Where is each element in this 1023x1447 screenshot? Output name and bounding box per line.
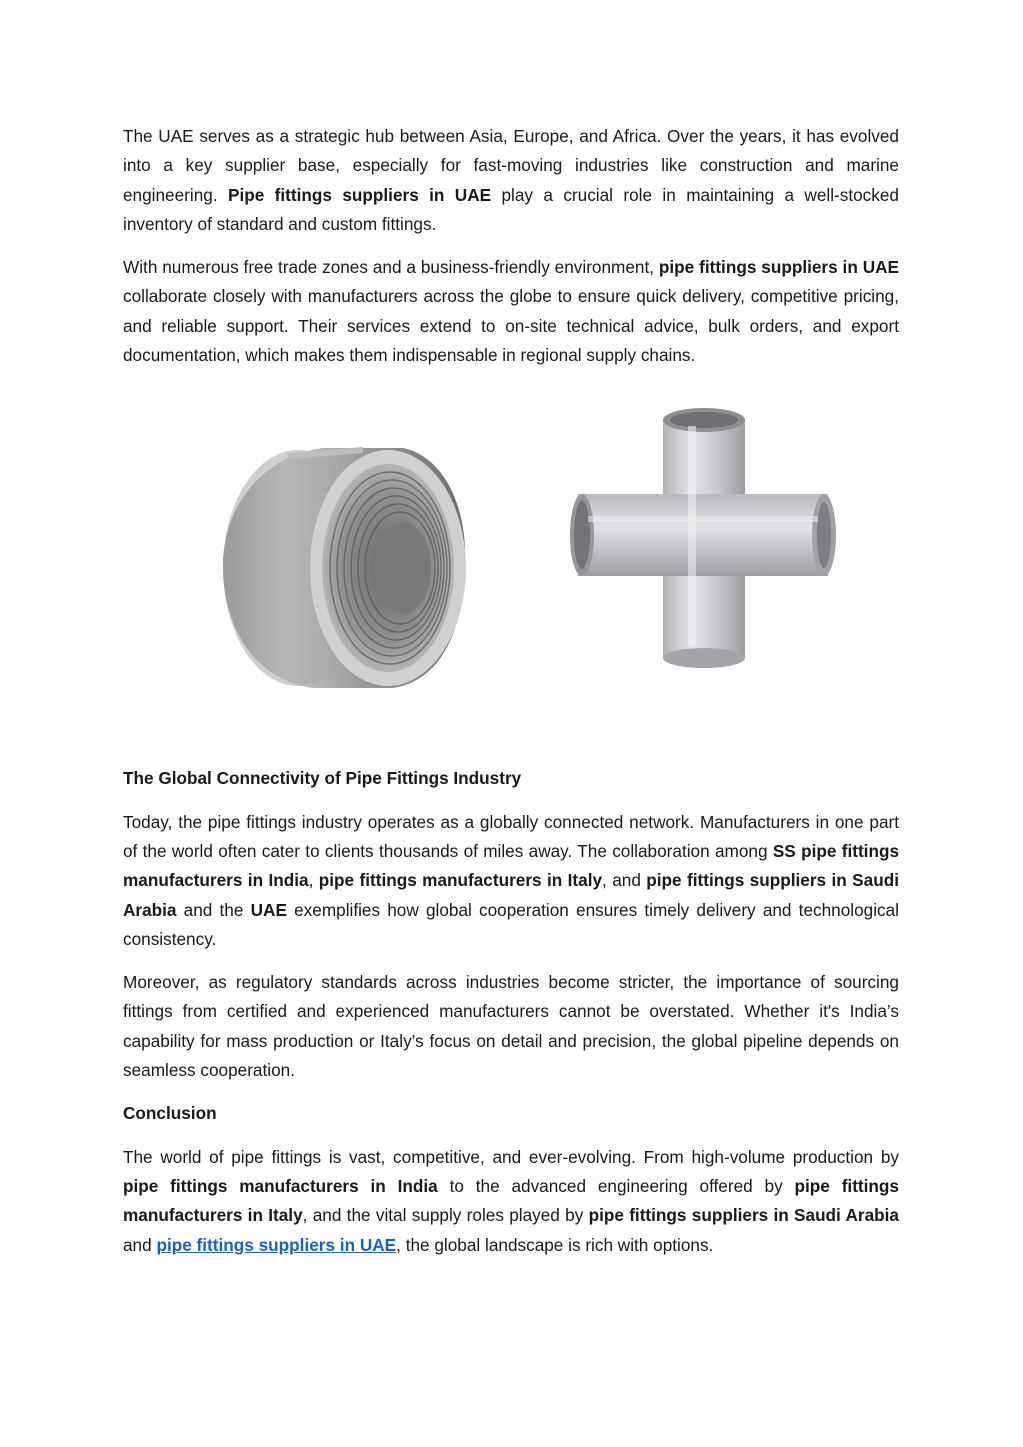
bold-text: UAE [250, 899, 287, 920]
bold-text: pipe fittings manufacturers in Italy [123, 1175, 899, 1226]
pipe-cross-image [568, 406, 838, 671]
pipe-end-cap-image [203, 426, 473, 696]
bold-text: SS pipe fittings manufacturers in India [123, 840, 900, 891]
bold-text: pipe fittings manufacturers in Italy [318, 870, 603, 891]
text-span: With numerous free trade zones and a business-friendly environment, [123, 257, 659, 278]
text-span: Today, the pipe fittings industry operates as a globally connected network. Manufacturers in one part of the world often cater to clients thousands of miles away. The collaboration among [123, 811, 899, 861]
text-span: The world of pipe fittings is vast, competitive, and ever-evolving. From high-volume production by [123, 1146, 899, 1167]
intro-paragraph-1 [123, 122, 899, 239]
section-heading-conclusion: Conclusion [123, 1103, 217, 1124]
text-span: The UAE serves as a strategic hub between Asia, Europe, and Africa. Over the years, it has evolved into a key supplier base, especially for fast-moving industries like construction and marine engineering. [123, 126, 899, 205]
text-span: and the [176, 899, 251, 920]
intro-paragraph-2 [123, 253, 899, 370]
text-span: , and [602, 870, 647, 891]
uae-suppliers-link[interactable]: pipe fittings suppliers in UAE [156, 1234, 397, 1255]
section1-paragraph-1 [123, 808, 899, 954]
document-page [123, 122, 899, 1274]
text-span: , [308, 870, 319, 891]
section1-paragraph-2: Moreover, as regulatory standards across industries become stricter, the importance of sourcing fittings from certified and experienced manufacturers cannot be overstated. Whether it's India’s capability for mass production or Italy’s focus on detail and precision, the global pipeline depends on seamless cooperation. [123, 972, 899, 1081]
text-span: exemplifies how global cooperation ensures timely delivery and technological consistency. [123, 899, 900, 949]
text-span: collaborate closely with manufacturers across the globe to ensure quick delivery, competitive pricing, and reliable support. Their services extend to on-site technical advice, bulk orders, and export documentation, which makes them indispensable in regional supply chains. [123, 286, 899, 366]
bold-text: pipe fittings suppliers in Saudi Arabia [588, 1205, 899, 1226]
bold-text: pipe fittings suppliers in Saudi Arabia [123, 870, 899, 920]
text-span: to the advanced engineering offered by [437, 1175, 795, 1196]
text-span: , and the vital supply roles played by [302, 1205, 589, 1226]
conclusion-paragraph [123, 1143, 899, 1260]
text-span: play a crucial role in maintaining a well-stocked inventory of standard and custom fittings. [123, 184, 899, 234]
text-span: , the global landscape is rich with options. [396, 1234, 714, 1255]
bold-text: Pipe fittings suppliers in UAE [228, 184, 492, 205]
product-images [123, 406, 899, 734]
bold-text: pipe fittings suppliers in UAE [658, 257, 899, 278]
bold-text: pipe fittings manufacturers in India [123, 1175, 438, 1196]
text-span: and [123, 1234, 157, 1255]
section-heading-global-connectivity: The Global Connectivity of Pipe Fittings Industry [123, 768, 522, 789]
